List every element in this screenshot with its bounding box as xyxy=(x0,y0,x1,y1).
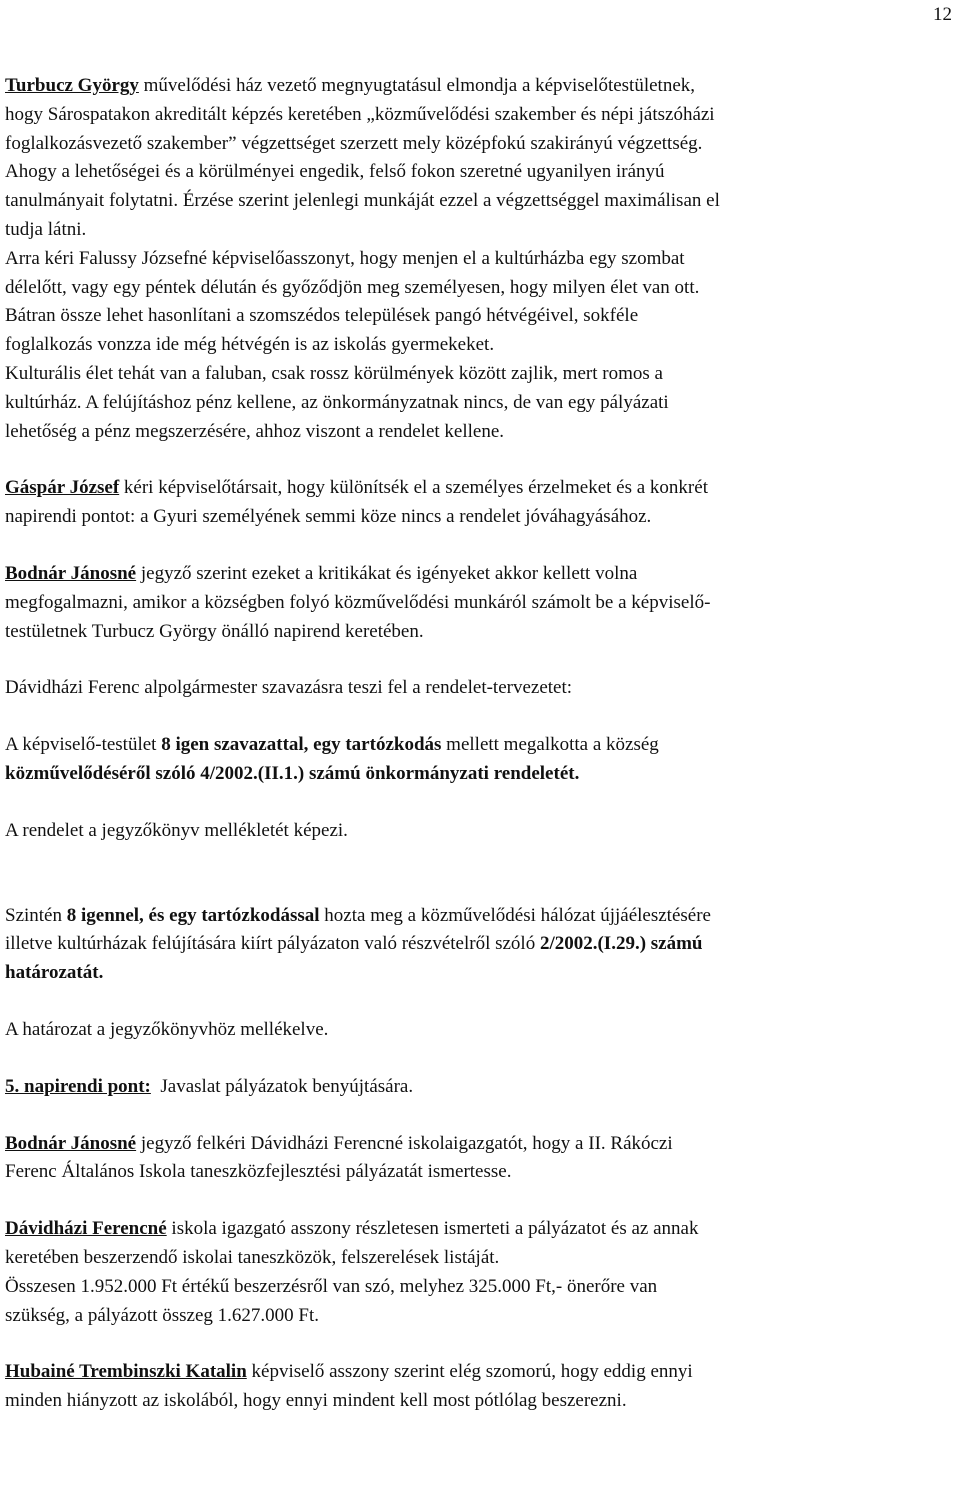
paragraph-gaspar: Gáspár József kéri képviselőtársait, hogy különítsék el a személyes érzelmeket és a konkrét napirendi pontot: a Gyuri személyének semmi köze nincs a rendelet jóváhagyásához. xyxy=(5,477,708,528)
paragraph-hubaine: Hubainé Trembinszki Katalin képviselő asszony szerint elég szomorú, hogy eddig ennyi minden hiányzott az iskolából, hogy ennyi mindent kell most pótlólag beszerezni. xyxy=(5,1361,693,1412)
speaker-name: Dávidházi Ferencné xyxy=(5,1218,167,1240)
paragraph-vote-call: Dávidházi Ferenc alpolgármester szavazásra teszi fel a rendelet-tervezetet: xyxy=(5,677,573,699)
agenda-item-5: 5. napirendi pont: Javaslat pályázatok benyújtására. xyxy=(5,1075,414,1097)
agenda-label: 5. napirendi pont: xyxy=(5,1075,151,1097)
speaker-name: Bodnár Jánosné xyxy=(5,562,137,584)
paragraph-decree-annex: A rendelet a jegyzőkönyv mellékletét képezi. xyxy=(5,819,348,841)
paragraph-davidhazi: Dávidházi Ferencné iskola igazgató asszony részletesen ismerteti a pályázatot és az annak keretében beszerzendő iskolai taneszközök, felszerelések listáját. xyxy=(5,1218,699,1268)
speaker-name: Bodnár Jánosné xyxy=(5,1132,137,1154)
page-number: 12 xyxy=(933,4,952,25)
paragraph-decree: A képviselő-testület 8 igen szavazattal, egy tartózkodás mellett megalkotta a község közművelődéséről szóló 4/2002.(II.1.) számú önkormányzati rendeletét. xyxy=(5,734,659,784)
paragraph-bodnar-2: Bodnár Jánosné jegyző felkéri Dávidházi Ferencné iskolaigazgatót, hogy a II. Rákóczi Ferenc Általános Iskola taneszközfejlesztési pályázatát ismertesse. xyxy=(5,1132,673,1183)
speaker-name: Gáspár József xyxy=(5,477,120,499)
paragraph-turbucz: Turbucz György művelődési ház vezető megnyugtatásul elmondja a képviselőtestületnek, hogy Sárospatakon akreditált képzés keretében „közművelődési szakember és népi játszóházi foglalkozásvezető szakember” végzettséget szerzett mely középfokú szakirányú végzettség. Ahogy a lehetőségei és a körülményei engedik, felső fokon szeretné ugyanilyen irányú tanulmányait folytatni. Érzése szerint jelenlegi munkáját ezzel a végzettséggel maximálisan el tudja látni. xyxy=(5,75,720,240)
speaker-name: Hubainé Trembinszki Katalin xyxy=(5,1361,247,1383)
paragraph-total-cost: Összesen 1.952.000 Ft értékű beszerzésről van szó, melyhez 325.000 Ft,- önerőre van szükség, a pályázott összeg 1.627.000 Ft. xyxy=(5,1275,658,1326)
paragraph-falussy: Arra kéri Falussy Józsefné képviselőasszonyt, hogy menjen el a kultúrházba egy szombat délelőtt, vagy egy péntek délután és győződjön meg személyesen, hogy milyen élet van ott. xyxy=(5,247,700,298)
paragraph-comparison: Bátran össze lehet hasonlítani a szomszédos települések pangó hétvégéivel, sokféle foglalkozás vonzza ide még hétvégén is az iskolás gyermekeket. xyxy=(5,305,639,356)
speaker-name: Turbucz György xyxy=(5,75,139,96)
paragraph-bodnar-1: Bodnár Jánosné jegyző szerint ezeket a kritikákat és igényeket akkor kellett volna megfogalmazni, amikor a községben folyó közművelődési munkáról számolt be a képviselő- testületnek Turbucz György önálló napirend keretében. xyxy=(5,562,711,642)
document-body xyxy=(5,72,955,1416)
paragraph-resolution: Szintén 8 igennel, és egy tartózkodással hozta meg a közművelődési hálózat újjáélesztésére illetve kultúrházak felújítására kiírt pályázaton való részvételről szóló 2/2002.(I.29.) számú határozatát. xyxy=(5,904,711,984)
paragraph-resolution-annex: A határozat a jegyzőkönyvhöz mellékelve. xyxy=(5,1018,329,1040)
paragraph-cultural-life: Kulturális élet tehát van a faluban, csak rossz körülmények között zajlik, mert romos a kultúrház. A felújításhoz pénz kellene, az önkormányzatnak nincs, de van egy pályázati lehetőség a pénz megszerzésére, ahhoz viszont a rendelet kellene. xyxy=(5,362,669,442)
